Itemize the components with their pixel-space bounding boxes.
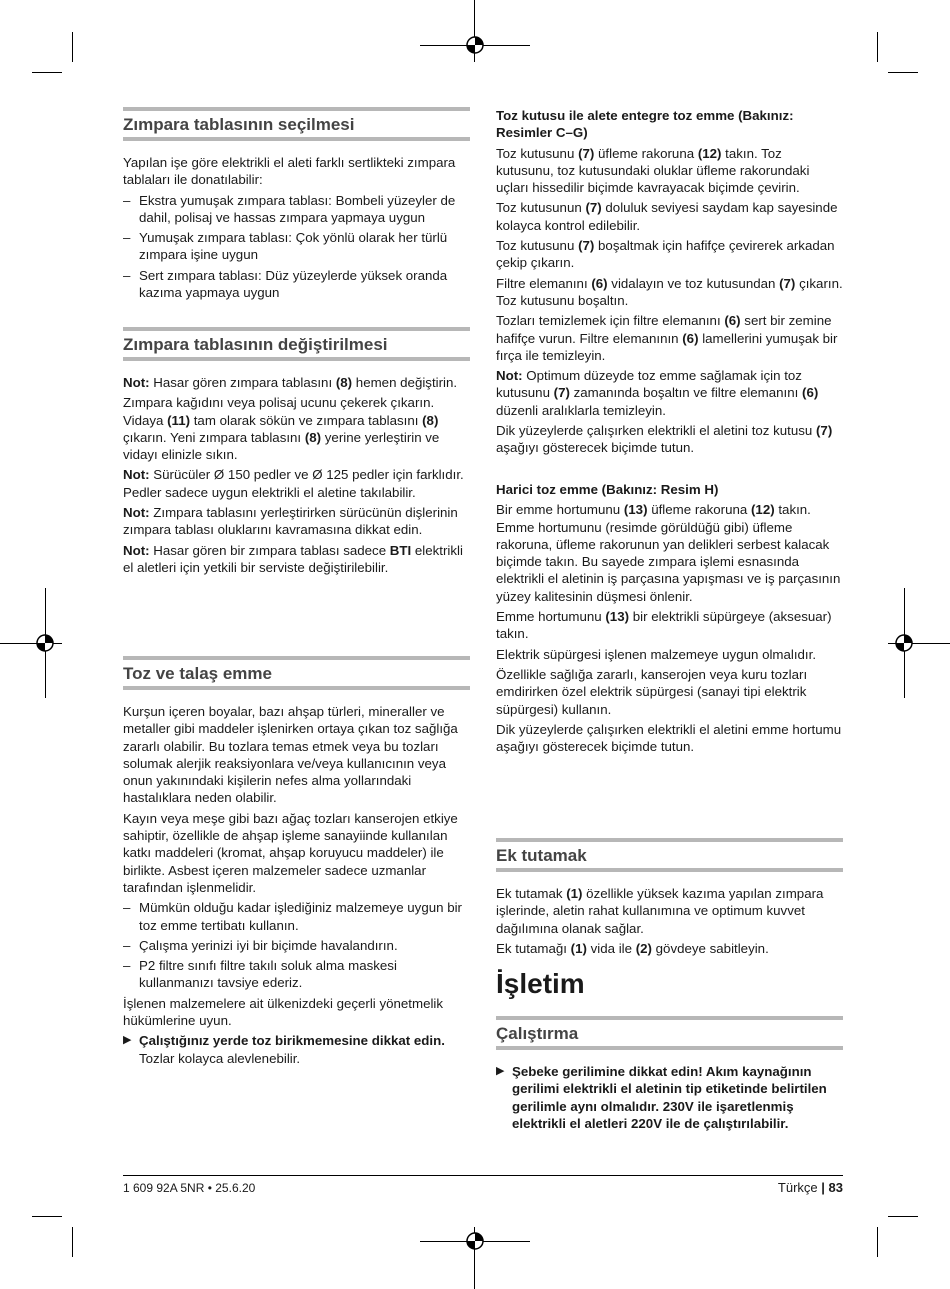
section-startup <box>496 1016 843 1132</box>
registration-mark-icon <box>35 633 55 653</box>
paragraph: Toz kutusunun (7) doluluk seviyesi saydam kap sayesinde kolayca kontrol edilebilir. <box>496 200 838 233</box>
section-external-dust-extraction <box>496 481 843 758</box>
paragraph: Bir emme hortumunu (13) üfleme rakoruna (12) takın. Emme hortumunu (resimde görüldüğü gibi) üfleme rakoruna, üfleme rakorunun yan delikleri serbest kalacak biçimde takın. Bu sayede zımpara işlemi esnasında elektrikli el aletinin iş parçasına yapışması ve iş parçasının yüzey kalitesinin düşmesi önlenir. <box>496 502 841 604</box>
registration-mark-icon <box>894 633 914 653</box>
note-label: Not: <box>123 375 150 390</box>
section-title: Zımpara tablasının seçilmesi <box>123 107 470 141</box>
section-sanding-pad-selection <box>123 107 470 304</box>
paragraph: Dik yüzeylerde çalışırken elektrikli el aletini toz kutusu (7) aşağıyı gösterecek biçimde tutun. <box>496 423 833 456</box>
note-paragraph: Not: Zımpara tablasını yerleştirirken sürücünün dişlerinin zımpara tablası oluklarını kavramasına dikkat edin. <box>123 505 458 538</box>
list-item: – Mümkün olduğu kadar işlediğiniz malzemeye uygun bir toz emme tertibatı kullanın. <box>123 899 470 934</box>
section-sanding-pad-change <box>123 327 470 579</box>
paragraph: Yapılan işe göre elektrikli el aleti farklı sertlikteki zımpara tablaları ile donatılabilir: <box>123 155 456 188</box>
crop-mark <box>877 32 878 62</box>
paragraph: Emme hortumunu (13) bir elektrikli süpürgeye (aksesuar) takın. <box>496 609 832 642</box>
brand-name: BTI <box>389 542 412 558</box>
section-auxiliary-handle <box>496 838 843 960</box>
chapter-title: İşletim <box>496 968 585 999</box>
paragraph: Zımpara kağıdını veya polisaj ucunu çekerek çıkarın. Vidaya (11) tam olarak sökün ve zımpara tablasını (8) çıkarın. Yeni zımpara tablasını (8) yerine yerleştirin ve vidayı elinizle sıkın. <box>123 395 440 463</box>
paragraph: Dik yüzeylerde çalışırken elektrikli el aletini emme hortumu aşağıyı gösterecek biçimde tutun. <box>496 721 842 755</box>
note-paragraph: Not: Sürücüler Ø 150 pedler ve Ø 125 pedler için farklıdır. Pedler sadece uygun elektrikli el aletine takılabilir. <box>123 467 464 500</box>
document-code: 1 609 92A 5NR • 25.6.20 <box>123 1181 256 1195</box>
paragraph: Kurşun içeren boyalar, bazı ahşap türleri, mineraller ve metaller gibi maddeler işlenirken ortaya çıkan toz sağlığa zararlı olabilir. Bu tozlara temas etmek veya bu tozları solumak alerjik reaksiyonlara ve/veya kullanıcının veya onun yakınındaki kişilerin nefes alma yollarındaki hastalıklara neden olabilir. <box>123 704 458 806</box>
list-item: – Sert zımpara tablası: Düz yüzeylerde yüksek oranda kazıma yapmaya uygun <box>123 267 470 302</box>
paragraph: Ek tutamağı (1) vida ile (2) gövdeye sabitleyin. <box>496 940 769 956</box>
crop-mark <box>888 72 918 73</box>
arrow-right-icon: ▶ <box>123 1034 132 1047</box>
note-label: Not: <box>123 542 150 558</box>
crop-mark <box>72 32 73 62</box>
registration-mark-icon <box>465 1231 485 1251</box>
language-label: Türkçe <box>777 1180 818 1195</box>
list-item: – Çalışma yerinizi iyi bir biçimde havalandırın. <box>123 937 470 954</box>
note-label: Not: <box>123 467 150 483</box>
section-title: Zımpara tablasının değiştirilmesi <box>123 327 470 361</box>
page-label: Türkçe | 83 <box>777 1180 843 1195</box>
crop-mark <box>32 1216 62 1217</box>
section-dust-extraction <box>123 656 470 1067</box>
crop-mark <box>32 72 62 73</box>
paragraph: Elektrik süpürgesi işlenen malzemeye uygun olmalıdır. <box>496 646 817 662</box>
note-label: Not: <box>123 505 150 521</box>
paragraph: Filtre elemanını (6) vidalayın ve toz kutusundan (7) çıkarın. Toz kutusunu boşaltın. <box>496 275 843 308</box>
paragraph: Ek tutamak (1) özellikle yüksek kazıma yapılan zımpara işlerinde, aletin rahat kullanımına ve optimum kuvvet dağılımına olanak sağlar. <box>496 886 824 936</box>
note-label: Not: <box>496 368 523 384</box>
note-paragraph: Not: Hasar gören bir zımpara tablası sadece BTI elektrikli el aletleri için yetkili bir serviste değiştirilebilir. <box>123 542 463 575</box>
subsection-title: Harici toz emme (Bakınız: Resim H) <box>496 482 719 497</box>
page-footer <box>123 1175 843 1196</box>
warning-item: ▶ Şebeke gerilimine dikkat edin! Akım kaynağının gerilimi elektrikli el aletinin tip etiketinde belirtilen gerilimle aynı olmalıdır. 230V ile işaretlenmiş elektrikli el aletleri 220V ile de çalıştırılabilir. <box>496 1064 827 1131</box>
subsection-title: Toz kutusu ile alete entegre toz emme (Bakınız: Resimler C–G) <box>496 108 794 141</box>
crop-mark <box>888 1216 918 1217</box>
section-integrated-dust-box <box>496 107 843 460</box>
paragraph: İşlenen malzemelere ait ülkenizdeki geçerli yönetmelik hükümlerine uyun. <box>123 995 444 1029</box>
paragraph: Toz kutusunu (7) üfleme rakoruna (12) takın. Toz kutusunu, toz kutusundaki oluklar üfleme rakorundaki uçları hissedilir biçimde kavrayacak biçimde çevirin. <box>496 145 810 196</box>
crop-mark <box>72 1227 73 1257</box>
note-paragraph: Not: Optimum düzeyde toz emme sağlamak için toz kutusunu (7) zamanında boşaltın ve filtre elemanını (6) düzenli aralıklarla temizleyin. <box>496 368 819 418</box>
paragraph: Toz kutusunu (7) boşaltmak için hafifçe çevirerek arkadan çekip çıkarın. <box>496 238 835 271</box>
section-title: Toz ve talaş emme <box>123 656 470 690</box>
registration-mark-icon <box>465 35 485 55</box>
note-paragraph: Not: Hasar gören zımpara tablasını (8) hemen değiştirin. <box>123 375 458 390</box>
paragraph: Kayın veya meşe gibi bazı ağaç tozları kanserojen etkiye sahiptir, özellikle de ahşap işleme sanayiinde kullanılan katkı maddeleri (kromat, ahşap koruyucu maddeler) ile birlikte. Asbest içeren malzemeler sadece uzmanlar tarafından işlenmelidir. <box>123 810 458 895</box>
list-item: – Ekstra yumuşak zımpara tablası: Bombeli yüzeyler de dahil, polisaj ve hassas zımpara yapmaya uygun <box>123 192 470 227</box>
section-title: Ek tutamak <box>496 838 843 872</box>
page-number: 83 <box>828 1180 843 1195</box>
list-item: – Yumuşak zımpara tablası: Çok yönlü olarak her türlü zımpara işine uygun <box>123 229 470 264</box>
list-item: – P2 filtre sınıfı filtre takılı soluk alma maskesi kullanmanızı tavsiye ederiz. <box>123 957 470 992</box>
section-title: Çalıştırma <box>496 1016 843 1050</box>
crop-mark <box>877 1227 878 1257</box>
warning-item: ▶ Çalıştığınız yerde toz birikmemesine dikkat edin. Tozlar kolayca alevlenebilir. <box>123 1033 445 1066</box>
paragraph: Özellikle sağlığa zararlı, kanserojen veya kuru tozları emdirirken özel elektrik süpürgesi (sanayi tipi elektrik süpürgesi) kullanın. <box>496 666 808 717</box>
arrow-right-icon: ▶ <box>496 1065 505 1077</box>
paragraph: Tozları temizlemek için filtre elemanını (6) sert bir zemine hafifçe vurun. Filtre elemanının (6) lamellerini yumuşak bir fırça ile temizleyin. <box>496 313 838 363</box>
